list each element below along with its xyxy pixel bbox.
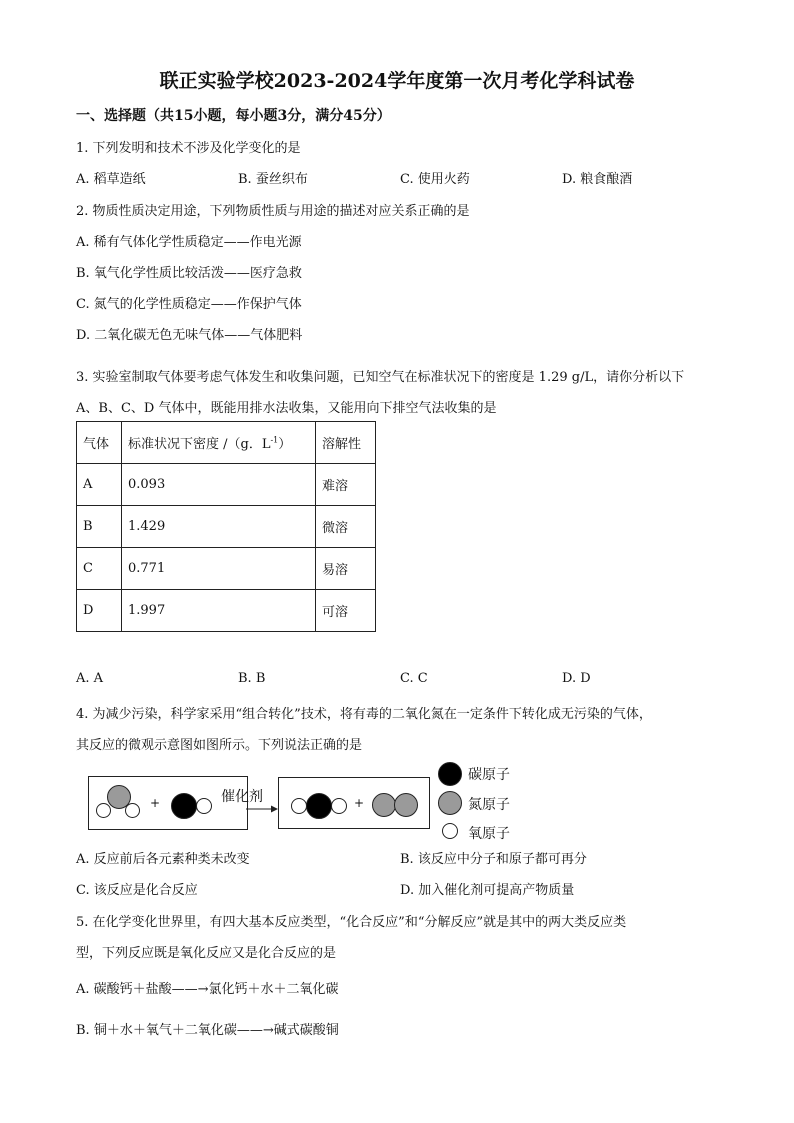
nitrogen-atom bbox=[394, 793, 418, 817]
q5-option-b: B. 铜＋水＋氧气＋二氧化碳——→碱式碳酸铜 bbox=[76, 1023, 339, 1038]
q4-option-d: D. 加入催化剂可提高产物质量 bbox=[400, 883, 575, 898]
legend-oxygen-label: 氧原子 bbox=[468, 826, 510, 842]
page-title: 联正实验学校2023-2024学年度第一次月考化学科试卷 bbox=[159, 70, 635, 92]
q2-option-b: B. 氧气化学性质比较活泼——医疗急救 bbox=[76, 266, 302, 281]
q3-option-b: B. B bbox=[238, 671, 266, 686]
question-3-stem-line2: A、B、C、D 气体中，既能用排水法收集，又能用向下排空气法收集的是 bbox=[76, 401, 497, 416]
q1-option-a: A. 稻草造纸 bbox=[76, 172, 146, 187]
table-cell-solubility: 难溶 bbox=[316, 464, 376, 506]
nitrogen-atom bbox=[372, 793, 396, 817]
table-header-row bbox=[77, 422, 376, 464]
q2-option-d: D. 二氧化碳无色无味气体——气体肥料 bbox=[76, 328, 303, 343]
carbon-atom bbox=[171, 793, 197, 819]
q4-option-b: B. 该反应中分子和原子都可再分 bbox=[400, 852, 587, 867]
q4-option-c: C. 该反应是化合反应 bbox=[76, 883, 198, 898]
question-5-stem-line1: 5. 在化学变化世界里，有四大基本反应类型，“化合反应”和“分解反应”就是其中的两大类反应类 bbox=[76, 915, 627, 930]
table-cell-density: 0.771 bbox=[122, 548, 316, 590]
q1-option-c: C. 使用火药 bbox=[400, 172, 470, 187]
q1-option-b: B. 蚕丝织布 bbox=[238, 172, 308, 187]
question-4-stem-line1: 4. 为减少污染，科学家采用“组合转化”技术，将有毒的二氧化氮在一定条件下转化成无污染的气体， bbox=[76, 707, 652, 722]
legend-oxygen-icon bbox=[442, 823, 458, 839]
oxygen-atom bbox=[125, 803, 140, 818]
density-header-close: ） bbox=[278, 437, 292, 452]
density-table bbox=[76, 421, 376, 632]
plus-sign: + bbox=[354, 796, 365, 810]
table-cell-gas: C bbox=[77, 548, 122, 590]
q3-option-c: C. C bbox=[400, 671, 428, 686]
legend-nitrogen-icon bbox=[438, 791, 462, 815]
q4-option-a: A. 反应前后各元素种类未改变 bbox=[76, 852, 250, 867]
question-4-stem-line2: 其反应的微观示意图如图所示。下列说法正确的是 bbox=[76, 738, 363, 753]
table-cell-density: 0.093 bbox=[122, 464, 316, 506]
table-row bbox=[77, 464, 376, 506]
oxygen-atom bbox=[96, 803, 111, 818]
legend-carbon-icon bbox=[438, 762, 462, 786]
legend-nitrogen-label: 氮原子 bbox=[468, 797, 510, 813]
section-heading: 一、选择题（共15小题，每小题3分，满分45分） bbox=[76, 108, 391, 124]
reaction-arrow bbox=[246, 804, 278, 814]
table-row bbox=[77, 590, 376, 632]
catalyst-label: 催化剂 bbox=[221, 789, 263, 805]
q1-option-d: D. 粮食酿酒 bbox=[562, 172, 633, 187]
plus-sign: + bbox=[150, 796, 161, 810]
q3-option-d: D. D bbox=[562, 671, 591, 686]
table-header-solubility: 溶解性 bbox=[316, 422, 376, 464]
table-header-density bbox=[122, 422, 316, 464]
question-2-stem: 2. 物质性质决定用途，下列物质性质与用途的描述对应关系正确的是 bbox=[76, 204, 470, 219]
oxygen-atom bbox=[331, 798, 347, 814]
question-5-stem-line2: 型，下列反应既是氧化反应又是化合反应的是 bbox=[76, 946, 337, 961]
question-1-stem: 1. 下列发明和技术不涉及化学变化的是 bbox=[76, 141, 301, 156]
table-row bbox=[77, 506, 376, 548]
q2-option-a: A. 稀有气体化学性质稳定——作电光源 bbox=[76, 235, 302, 250]
density-header-unit-exponent: -1 bbox=[270, 435, 279, 445]
carbon-atom bbox=[306, 793, 332, 819]
q5-option-a: A. 碳酸钙＋盐酸——→氯化钙＋水＋二氧化碳 bbox=[76, 982, 339, 997]
table-cell-density: 1.429 bbox=[122, 506, 316, 548]
oxygen-atom bbox=[196, 798, 212, 814]
legend-carbon-label: 碳原子 bbox=[468, 767, 510, 783]
table-cell-solubility: 微溶 bbox=[316, 506, 376, 548]
density-header-text: 标准状况下密度 /（g．L bbox=[128, 437, 271, 452]
table-cell-gas: D bbox=[77, 590, 122, 632]
table-cell-gas: B bbox=[77, 506, 122, 548]
oxygen-atom bbox=[291, 798, 307, 814]
table-cell-solubility: 易溶 bbox=[316, 548, 376, 590]
q3-option-a: A. A bbox=[76, 671, 104, 686]
question-3-stem-line1: 3. 实验室制取气体要考虑气体发生和收集问题，已知空气在标准状况下的密度是 1.29 g/L，请你分析以下 bbox=[76, 370, 685, 385]
q2-option-c: C. 氮气的化学性质稳定——作保护气体 bbox=[76, 297, 302, 312]
table-cell-solubility: 可溶 bbox=[316, 590, 376, 632]
table-header-gas: 气体 bbox=[77, 422, 122, 464]
table-cell-density: 1.997 bbox=[122, 590, 316, 632]
table-row bbox=[77, 548, 376, 590]
table-cell-gas: A bbox=[77, 464, 122, 506]
